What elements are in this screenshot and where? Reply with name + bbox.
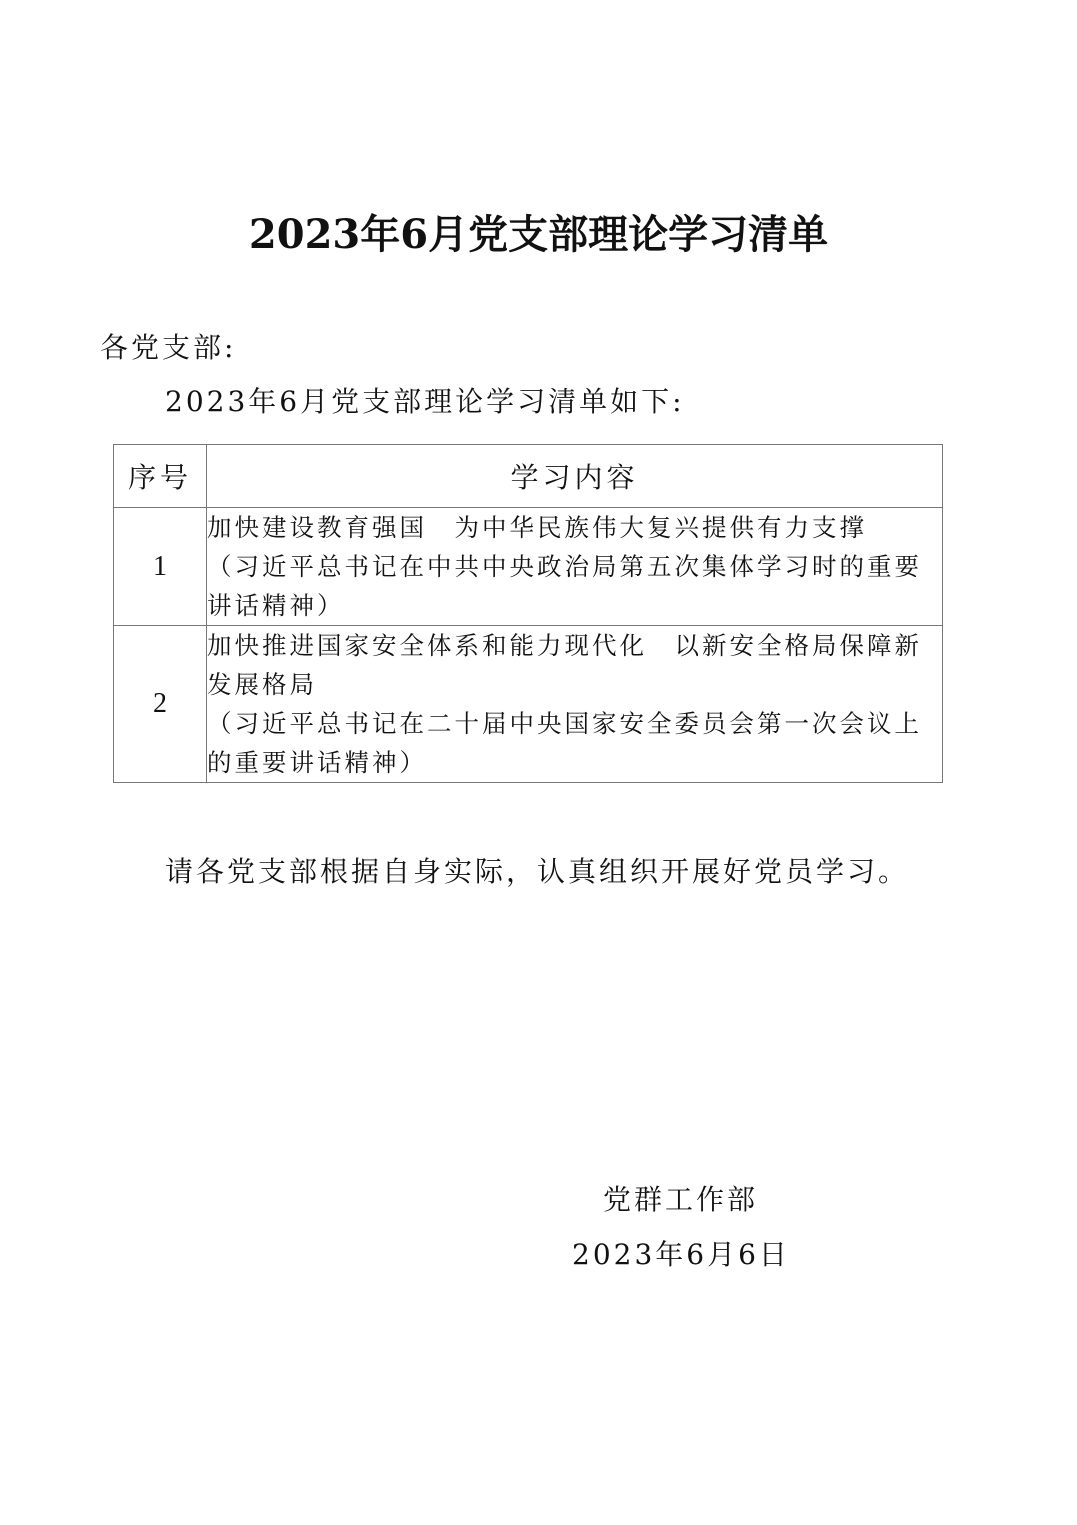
study-list-table (113, 444, 943, 783)
content-source: （习近平总书记在二十届中央国家安全委员会第一次会议上的重要讲话精神） (207, 709, 922, 777)
table-row (114, 626, 943, 783)
signature-date: 2023年6月6日 (572, 1238, 790, 1271)
row-number: 1 (114, 508, 207, 626)
row-number: 2 (114, 626, 207, 783)
content-source: （习近平总书记在中共中央政治局第五次集体学习时的重要讲话精神） (207, 552, 922, 620)
table-header-row (114, 445, 943, 508)
document-title: 2023年6月党支部理论学习清单 (248, 211, 829, 258)
signature-department: 党群工作部 (603, 1183, 759, 1216)
intro-paragraph: 2023年6月党支部理论学习清单如下: (165, 385, 685, 418)
row-content (207, 626, 943, 783)
closing-paragraph: 请各党支部根据自身实际，认真组织开展好党员学习。 (165, 855, 910, 888)
header-study-content: 学习内容 (207, 445, 943, 508)
header-serial-number: 序号 (114, 445, 207, 508)
content-heading: 加快建设教育强国 为中华民族伟大复兴提供有力支撑 (207, 513, 867, 542)
table-row (114, 508, 943, 626)
content-heading: 加快推进国家安全体系和能力现代化 以新安全格局保障新发展格局 (207, 631, 922, 699)
row-content (207, 508, 943, 626)
salutation: 各党支部: (100, 331, 237, 364)
